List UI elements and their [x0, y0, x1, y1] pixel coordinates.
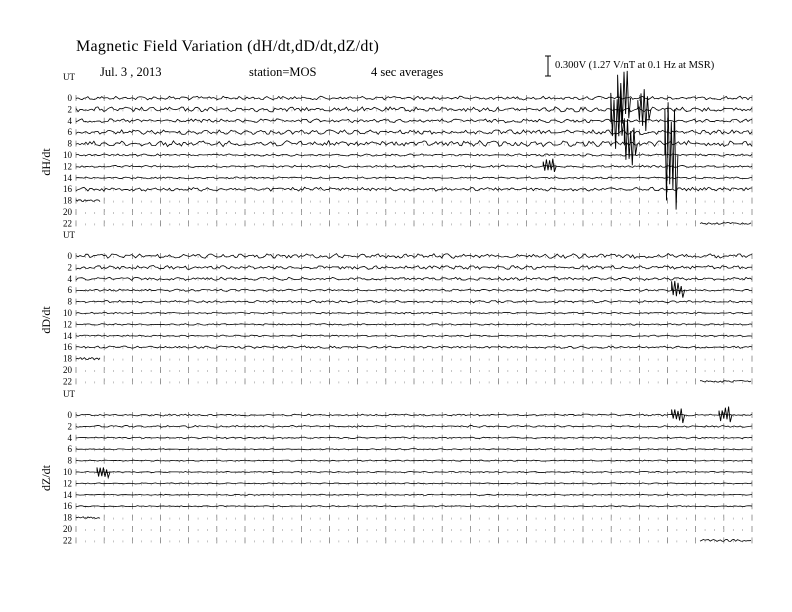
- hour-tick-label: 14: [63, 172, 72, 183]
- hour-tick-label: 12: [63, 319, 72, 330]
- panel-label: dZ/dt: [39, 465, 53, 491]
- hour-tick-label: 18: [63, 195, 72, 206]
- trace-line: [700, 539, 751, 541]
- hour-tick-label: 18: [63, 353, 72, 364]
- trace-line: [76, 517, 100, 519]
- scale-bar-label: 0.300V (1.27 V/nT at 0.1 Hz at MSR): [555, 60, 715, 71]
- hour-tick-label: 10: [63, 150, 72, 160]
- date-label: Jul. 3 , 2013: [100, 65, 162, 79]
- hour-tick-label: 10: [63, 467, 72, 477]
- ut-label: UT: [63, 230, 75, 240]
- panel-label: dH/dt: [39, 148, 53, 176]
- hour-tick-label: 16: [63, 184, 72, 195]
- hour-tick-label: 4: [67, 115, 72, 126]
- hour-tick-label: 12: [63, 478, 72, 489]
- ut-label: UT: [63, 389, 75, 399]
- hour-tick-label: 2: [67, 104, 72, 115]
- hour-tick-label: 16: [63, 501, 72, 512]
- hour-tick-label: 22: [63, 535, 72, 546]
- trace-line: [76, 200, 100, 202]
- activity-burst: [672, 281, 685, 298]
- trace-line: [700, 381, 751, 383]
- trace-line: [700, 223, 751, 225]
- chart-title: Magnetic Field Variation (dH/dt,dD/dt,dZ/dt): [76, 38, 380, 55]
- activity-burst: [672, 409, 685, 423]
- averaging-label: 4 sec averages: [371, 65, 444, 79]
- trace-line: [76, 358, 100, 360]
- hour-tick-label: 22: [63, 218, 72, 229]
- hour-tick-label: 20: [63, 365, 72, 375]
- hour-tick-label: 8: [67, 296, 72, 307]
- ut-label: UT: [63, 72, 75, 82]
- hour-tick-label: 6: [67, 444, 72, 455]
- hour-tick-label: 0: [67, 93, 72, 103]
- hour-tick-label: 10: [63, 308, 72, 318]
- hour-tick-label: 20: [63, 524, 72, 534]
- activity-burst: [624, 118, 637, 165]
- hour-tick-label: 8: [67, 455, 72, 466]
- hour-tick-label: 4: [67, 273, 72, 284]
- activity-burst: [543, 159, 556, 172]
- hour-tick-label: 8: [67, 138, 72, 149]
- hour-tick-label: 4: [67, 432, 72, 443]
- hour-tick-label: 14: [63, 489, 72, 500]
- hour-tick-label: 6: [67, 285, 72, 296]
- panel-label: dD/dt: [39, 306, 53, 334]
- hour-tick-label: 18: [63, 512, 72, 523]
- hour-tick-label: 2: [67, 262, 72, 273]
- hour-tick-label: 22: [63, 376, 72, 387]
- station-label: station=MOS: [249, 65, 317, 79]
- hour-tick-label: 16: [63, 342, 72, 353]
- hour-tick-label: 2: [67, 421, 72, 432]
- hour-tick-label: 20: [63, 207, 72, 217]
- hour-tick-label: 12: [63, 161, 72, 172]
- hour-tick-label: 14: [63, 330, 72, 341]
- hour-tick-label: 0: [67, 410, 72, 420]
- activity-burst: [665, 102, 678, 209]
- hour-tick-label: 6: [67, 127, 72, 138]
- hour-tick-label: 0: [67, 251, 72, 261]
